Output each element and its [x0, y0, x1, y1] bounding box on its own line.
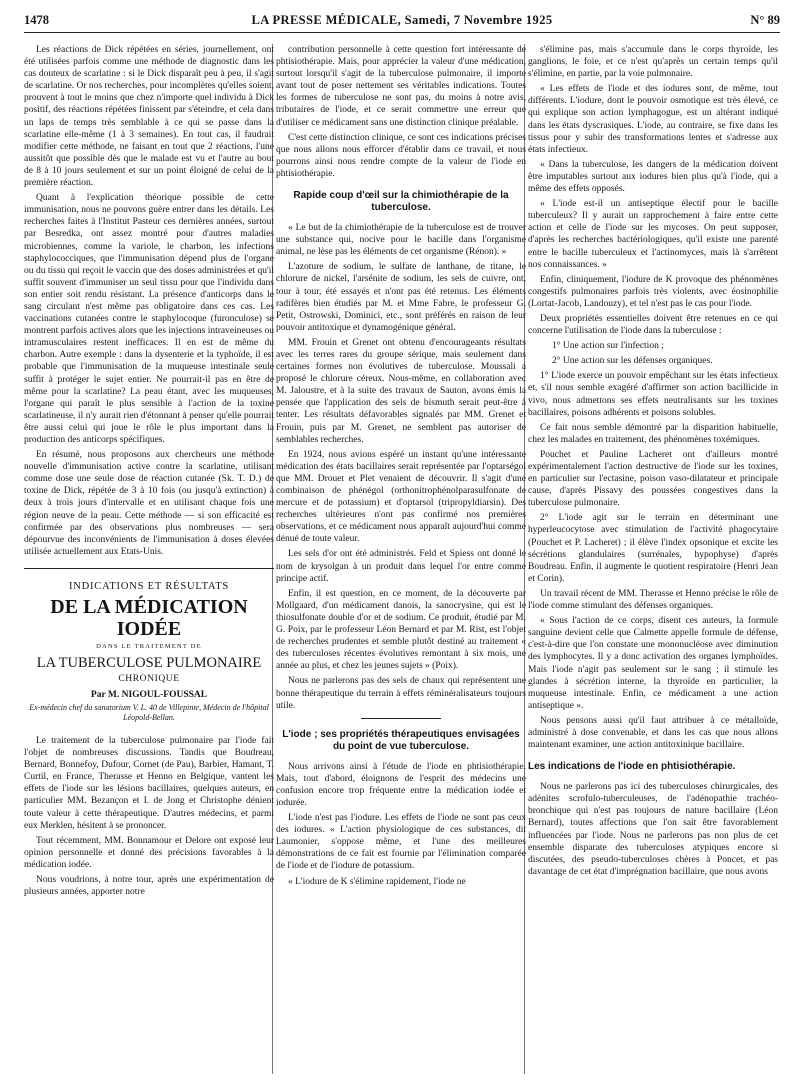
column-3	[528, 44, 778, 1078]
paragraph: En 1924, nous avions espéré un instant qu'une intéressante médication des états bacillaires serait représentée par l'optarségol que MM. Drouet et Plet venaient de découvrir. Il s'agit d'une combinaison de phénégol (orthonitrophénolparasulfonate de mercure et de potassium) et d'optarsol (tripropyldiarsin). Des recherches ultérieures n'ont pas confirmé nos premières observations, et ce médicament nous apparaît aujourd'hui comme dénué de toute valeur.	[276, 449, 526, 545]
paragraph: s'élimine pas, mais s'accumule dans le corps thyroïde, les ganglions, le foie, et ce n'est qu'après un certain temps qu'il s'élimine, en partie, par la voie pulmonaire.	[528, 45, 778, 80]
paragraph: Les réactions de Dick répétées en séries, journellement, ont été utilisées parfois comme une méthode de diagnostic dans les cas douteux de scarlatine : si le Dick disparaît peu à peu, il s'agit de scarlatine. Or nos recherches, pour incomplètes qu'elles soient, prouvent à tout le moins que chez n'importe quel individu à Dick positif, des réactions répétées finissent par s'éteindre, et cela dans un laps de temps très semblable à ce qui se passe dans la scarlatine elle-même (1 à 3 semaines). En tout cas, il faudrait modifier cette méthode, ne faisant en tout que 2 réactions, l'une aussitôt que possible dès que le malade est vu et l'autre au bout de 8 à 10 jours seulement et sur un point éloigné de celui de la première réaction.	[24, 45, 274, 189]
paragraph: Un travail récent de MM. Therasse et Henno précise le rôle de l'iode comme stimulant des défenses organiques.	[528, 588, 778, 612]
paragraph: « Les effets de l'iode et des iodures sont, de même, tout différents. L'iodure, dont le pouvoir osmotique est très élevé, ce qui explique son action lymphagogue, est un altérant indiqué dans les états dyscrasiques. L'iode, au contraire, se fixe dans les tissus pour y subir des transformations lentes et s'adresse aux états infectieux.	[528, 84, 778, 155]
paragraph: contribution personnelle à cette question fort intéressante de phtisiothérapie. Mais, pour apprécier la valeur d'une médication, surtout lorsqu'il s'agit de la tuberculose pulmonaire, il importe avant tout de poser nettement ses véritables indications. Toutes les formes de tuberculose ne sont pas, du moins à notre avis, tributaires de l'iode, et ce serait commettre une erreur que d'utiliser ce médicament sans une distinction clinique préalable.	[276, 45, 526, 128]
paragraph: Deux propriétés essentielles doivent être retenues en ce qui concerne l'utilisation de l'iode dans la tuberculose :	[528, 313, 778, 337]
paragraph: Ce fait nous semble démontré par la disparition habituelle, chez les malades en traitement, des phénomènes toxémiques.	[528, 422, 778, 445]
issue-number: N° 89	[750, 13, 780, 27]
paragraph: Les sels d'or ont été administrés. Feld et Spiess ont donné le nom de krysolgan à un produit dans lequel l'or entre comme principe actif.	[276, 549, 526, 584]
paragraph: « Dans la tuberculose, les dangers de la médication doivent être imputables surtout aux iodures bien plus qu'à l'iode, qui a même des effets opposés.	[528, 159, 778, 195]
author-affiliation: Ex-médecin chef du sanatorium V. L. 40 de Villepinte, Médecin de l'hôpital Léopold-Bellan.	[29, 702, 269, 722]
column-1	[24, 44, 274, 1078]
paragraph: Nous ne parlerons pas ici des tuberculoses chirurgicales, des adénites scrofulo-tuberculeuses, de l'adénopathie trachéo-bronchique qui n'est pas toujours de nature bacillaire (Léon Bernard), toutes affections que l'on sait être favorablement influencées par l'iode. Nous ne parlerons pas non plus de cet ensemble disparate des tuberculoses atypiques encore si discutées, des pseudo-tuberculoses chères à Poncet, et pas davantage de cet état d'imprégnation bacillaire, que nous avons	[528, 782, 778, 877]
paragraph: « Le but de la chimiothérapie de la tuberculose est de trouver une substance qui, nocive pour le bacille dans l'organisme animal, ne lèse pas les éléments de cet organisme (Rénon). »	[276, 223, 526, 258]
paragraph: Nous voudrions, à notre tour, après une expérimentation de plusieurs années, apporter notre	[24, 874, 274, 898]
paragraph: Tout récemment, MM. Bonnamour et Delore ont exposé leur opinion personnelle et donné des précisions favorables à la médication iodée.	[24, 835, 274, 870]
section-heading: Rapide coup d'œil sur la chimiothérapie de la tuberculose.	[293, 190, 509, 214]
paragraph: L'azoture de sodium, le sulfate de lanthane, de titane, le chlorure de nickel, l'arsénite de sodium, les sels de cuivre, ont, tour à tour, été essayés et n'ont pas été retenus. Les éléments radifères bien étudiés par M. et Mme Fabre, le professeur G. Petit, Ostrowski, Dominici, etc., sont préférés en raison de leur pouvoir antitoxique et dynamogénique général.	[276, 262, 526, 333]
section-divider	[361, 718, 441, 719]
paragraph: Le traitement de la tuberculose pulmonaire par l'iode fait l'objet de nombreuses discussions. Tandis que Boudreau, Bernard, Bonnefoy, Dufour, Cornet (de Pau), Barbier, Hamant, T. Curtil, en France, Therasse et Henno en Belgique, vantent les effets de l'iode sur les lésions bacillaires, quelques auteurs, en particulier MM. Bezançon et I. de Jong et Christophe dénient toute valeur à cette thérapeutique. D'autres médecins, et parmi eux Merklen, hésitent à se prononcer.	[24, 735, 274, 831]
paragraph: C'est cette distinction clinique, ce sont ces indications précises que nous allons nous efforcer d'établir dans ce travail, et nous pourrons ainsi nous rendre compte de la valeur de l'iode en phtisiothérapie.	[276, 132, 526, 179]
masthead	[24, 12, 780, 33]
article-title: DE LA MÉDICATION IODÉE	[50, 595, 248, 640]
article-subtitle: CHRONIQUE	[118, 673, 180, 684]
column-2	[276, 44, 526, 1078]
paragraph: Nous pensons aussi qu'il faut attribuer à ce métalloïde, administré à dose convenable, et dans les cas que nous allons maintenant examiner, une action antitoxinique bacillaire.	[528, 715, 778, 751]
article-divider	[24, 568, 274, 569]
paragraph: « Sous l'action de ce corps, disent ces auteurs, la formule sanguine devient celle que Calmette appelle formule de défense, c'est-à-dire que l'on constate une mononucléose avec diminution des lymphocytes. Il y a donc activation des organes lymphoïdes. Mais l'iode n'agit pas seulement sur le sang ; il stimule les glandes à sécrétion interne, la thyroïde en particulier, la muqueuse intestinale. Enfin, ce médicament a une action antiseptique ».	[528, 616, 778, 711]
list-item: 2° Une action sur les défenses organiques.	[552, 356, 713, 367]
article-title-connector: DANS LE TRAITEMENT DE	[96, 642, 202, 650]
paragraph: L'iode n'est pas l'iodure. Les effets de l'iode ne sont pas ceux des iodures. « L'action physiologique de ces substances, dit Laumonier, s'oppose même, et l'une des meilleures démonstrations de ce fait est fournie par l'élimination comparée de l'iode et de l'iodure de potassium.	[276, 813, 526, 872]
paragraph: Enfin, il est question, en ce moment, de la découverte par Mollgaard, d'un médicament danois, la sanocrysine, qui est le thiosulfonate double d'or et de sodium. Ce produit, étudié par M. G. Poix, par le professeur Léon Bernard et par M. Rist, est l'objet de recherches prudentes et semble plutôt destiné au traitement « des tuberculoses récentes évolutives remontant à six mois, une année au plus, et chez les jeunes sujets » (Poix).	[276, 588, 526, 672]
paragraph: Nous ne parlerons pas des sels de chaux qui représentent une bonne thérapeutique du terrain à effets réminéralisateurs toujours utile.	[276, 676, 526, 711]
paragraph: MM. Frouin et Grenet ont obtenu d'encourageants résultats avec les terres rares du groupe sérique, mais seulement dans certaines formes non évolutives de tuberculose. Moussali a proposé le chlorure céreux. Nous-même, en collaboration avec M. Jaloustre, et à la suite des travaux de Sauton, avons émis la pensée que l'application des sels de bismuth serait peut-être à tenter. Les résultats défavorables signalés par MM. Grenet et Frouin, puis par M. Grenet, ne semblent pas autoriser de semblables recherches.	[276, 337, 526, 445]
paragraph: Pouchet et Pauline Lacheret ont d'ailleurs montré expérimentalement l'action destructive de l'iode sur les toxines, en particulier sur l'ectasine, poison vaso-dilatateur et principale cause, d'après Pissavy des poussées congestives dans la tuberculose pulmonaire.	[528, 449, 778, 509]
paragraph: Nous arrivons ainsi à l'étude de l'iode en phtisiothérapie. Mais, tout d'abord, éloignons de l'esprit des médecins une confusion encore trop fréquente entre la médication iodée et iodurée.	[276, 761, 526, 808]
paragraph: En résumé, nous proposons aux chercheurs une méthode nouvelle d'immunisation active contre la scarlatine, utilisant comme dose une seule dose de réaction cutanée (Sk. T. D.) de toxine de Dick, répétée de 3 à 10 fois (ou jusqu'à extinction) à deux à trois jours d'intervalle et en utilisant chaque fois une région neuve de la peau. Cette méthode — si son efficacité est confirmée par des observations plus nombreuses — sera dépourvue des inconvénients de l'immunisation à doses élevées utilisée actuellement aux Etats-Unis.	[24, 450, 274, 557]
section-heading: Les indications de l'iode en phtisiothérapie.	[528, 761, 736, 773]
journal-title: LA PRESSE MÉDICALE, Samedi, 7 Novembre 1925	[251, 13, 553, 27]
page-number: 1478	[24, 13, 49, 27]
list-item: 1° Une action sur l'infection ;	[552, 341, 664, 352]
paragraph: « L'iodure de K s'élimine rapidement, l'iode ne	[288, 876, 466, 887]
paragraph: 2° L'iode agit sur le terrain en déterminant une hyperleucocytose avec stimulation de l'activité phagocytaire (Pouchet et P. Lacheret) ; il élève l'index opsonique et excite les sécrétions glandulaires (surrénales, hypophyse) d'après Boudreau. Enfin, il augmente le quotient respiratoire (Henri Jean et Corin).	[528, 513, 778, 584]
paragraph: Enfin, cliniquement, l'iodure de K provoque des phénomènes congestifs pulmonaires parfois très violents, avec éosinophilie (Lortat-Jacob, Landouzy), et tel n'est pas le cas pour l'iode.	[528, 274, 778, 309]
paragraph: « L'iode est-il un antiseptique électif pour le bacille tuberculeux? Il y aurait un rapprochement à faire entre cette action et celle de l'iode sur les mycoses. On peut supposer, d'après les recherches bactériologiques, qu'il existe une parenté entre le bacille tuberculeux et l'actinomyces, mais là s'arrêtent nos connaissances. »	[528, 199, 778, 270]
article-title-2: LA TUBERCULOSE PULMONAIRE	[36, 654, 262, 671]
article-kicker: INDICATIONS ET RÉSULTATS	[68, 580, 230, 592]
paragraph: 1° L'iode exerce un pouvoir empêchant sur les états infectieux et, s'il nous semble exagéré d'affirmer son action bacillicide in vivo, nous admettons ses effets neutralisants sur les toxines bacillaires, poisons adhérents et poisons solubles.	[528, 371, 778, 418]
section-heading: L'iode ; ses propriétés thérapeutiques envisagées du point de vue tuberculose.	[282, 728, 520, 752]
paragraph: Quant à l'explication théorique possible de cette immunisation, nous ne pouvons guère entrer dans les détails. Les recherches faites à l'Institut Pasteur ces dernières années, surtout par Besredka, ont assez montré pour d'autres maladies microbiennes, comme la variole, le charbon, les infections staphylococciques, que l'immunisation dépend plus de l'organe ou du tissu qui reçoit le vaccin que des doses administrées et qu'il suffit souvent d'immuniser un seul tissu pour que l'individu dans son entier soit rendu résistant. La présence d'anticorps dans le sang circulant n'est même pas obligatoire dans ces cas. Les vaccinations cutanées contre le staphylocoque (furonculose) se montrent parfois actives alors que les injections intraveineuses ou intramusculaires restent inefficaces. Il en est de même du charbon. Autre exemple : dans la dysenterie et la typhoïde, il est probable que l'immunisation de la muqueuse intestinale seule suffit à protéger le sujet entier. Ne pourrait-il pas en être de même pour la scarlatine? La peau étant, avec les muqueuses, l'organe qui paraît le plus sensible à l'action de la toxine scarlatineuse, il n'y aurait rien d'étonnant à penser qu'elle pourrait être aussi celui qui joue le rôle le plus important dans la production des anticorps spécifiques.	[24, 193, 274, 445]
article-author: Par M. NIGOUL-FOUSSAL	[90, 689, 208, 700]
